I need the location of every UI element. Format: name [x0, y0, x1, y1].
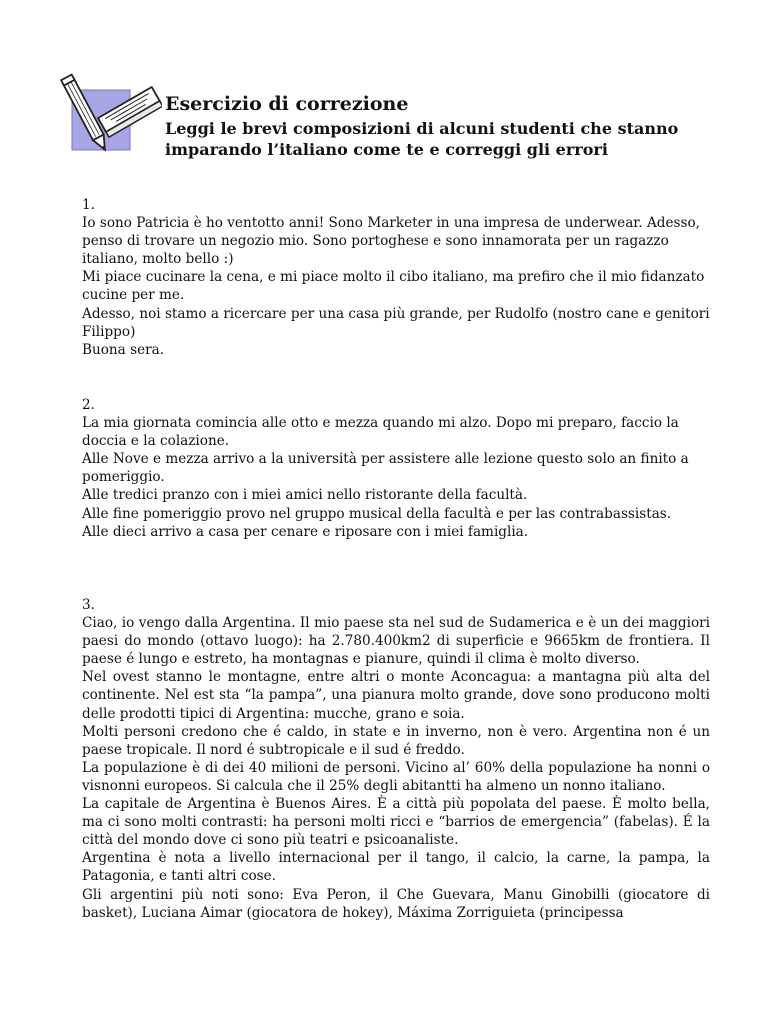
- paragraph: La mia giornata comincia alle otto e mezza quando mi alzo. Dopo mi preparo, faccio la doccia e la colazione.: [82, 415, 679, 450]
- paragraph: Buona sera.: [82, 341, 165, 358]
- paragraph: Alle Nove e mezza arrivo a la università per assistere alle lezione questo solo an finito a pomeriggio.: [82, 451, 689, 486]
- paragraph: La populazione è di dei 40 milioni de personi. Vicino al’ 60% della populazione ha nonni o visnonni europeos. Si calcula che il 25% degli abitantti ha almeno un nonno italiano.: [82, 759, 710, 794]
- paragraph: Nel ovest stanno le montagne, entre altri o monte Aconcagua: a mantagna più alta del continente. Nel est sta “la pampa”, una pianura molto grande, dove sono producono molti delle prodotti tipici di Argentina: mucche, grano e soia.: [82, 669, 710, 722]
- paragraph: Adesso, noi stamo a ricercare per una casa più grande, per Rudolfo (nostro cane e genitori Filippo): [82, 305, 710, 340]
- pencil-and-eraser-icon: [58, 68, 162, 162]
- exercise-header: [165, 92, 755, 160]
- page-subtitle: Leggi le brevi composizioni di alcuni studenti che stanno imparando l’italiano come te e correggi gli errori: [165, 119, 679, 159]
- exercise-1: [82, 196, 710, 359]
- paragraph: Argentina è nota a livello internacional per il tango, il calcio, la carne, la pampa, la Patagonia, e tanti altri cose.: [82, 850, 710, 885]
- paragraph: Gli argentini più noti sono: Eva Peron, il Che Guevara, Manu Ginobilli (giocatore di basket), Luciana Aimar (giocatora de hokey), Máxima Zorriguieta (principessa: [82, 886, 710, 921]
- paragraph: Alle dieci arrivo a casa per cenare e riposare con i miei famiglia.: [82, 523, 529, 540]
- paragraph: Io sono Patricia è ho ventotto anni! Sono Marketer in una impresa de underwear. Adesso, penso di trovare un negozio mio. Sono portoghese e sono innamorata per un ragazzo italiano, molto bello :): [82, 215, 700, 268]
- paragraph: Molti personi credono che é caldo, in state e in inverno, non è vero. Argentina non é un paese tropicale. Il nord é subtropicale e il sud é freddo.: [82, 723, 710, 758]
- paragraph: Ciao, io vengo dalla Argentina. Il mio paese sta nel sud de Sudamerica e è un dei maggiori paesi do mondo (ottavo luogo): ha 2.780.400km2 di superficie e 9665km de frontiera. Il paese é lungo e estreto, ha montagnas e pianure, quindi il clima è molto diverso.: [82, 615, 710, 668]
- exercise-2: [82, 396, 710, 541]
- exercise-3: [82, 596, 710, 922]
- page-title: Esercizio di correzione: [165, 93, 409, 115]
- paragraph: Alle fine pomeriggio provo nel gruppo musical della facultà e per las contrabassistas.: [82, 505, 672, 522]
- exercise-number: 3.: [82, 597, 95, 613]
- paragraph: Alle tredici pranzo con i miei amici nello ristorante della facultà.: [82, 487, 528, 504]
- exercise-number: 2.: [82, 397, 95, 413]
- paragraph: Mi piace cucinare la cena, e mi piace molto il cibo italiano, ma prefiro che il mio fidanzato cucine per me.: [82, 269, 705, 304]
- paragraph: La capitale de Argentina è Buenos Aires. È a città più popolata del paese. È molto bella, ma ci sono molti contrasti: ha personi molti ricci e “barrios de emergencia” (fabelas). É la città del mondo dove ci sono più teatri e psicoanaliste.: [82, 796, 710, 849]
- exercise-number: 1.: [82, 197, 95, 213]
